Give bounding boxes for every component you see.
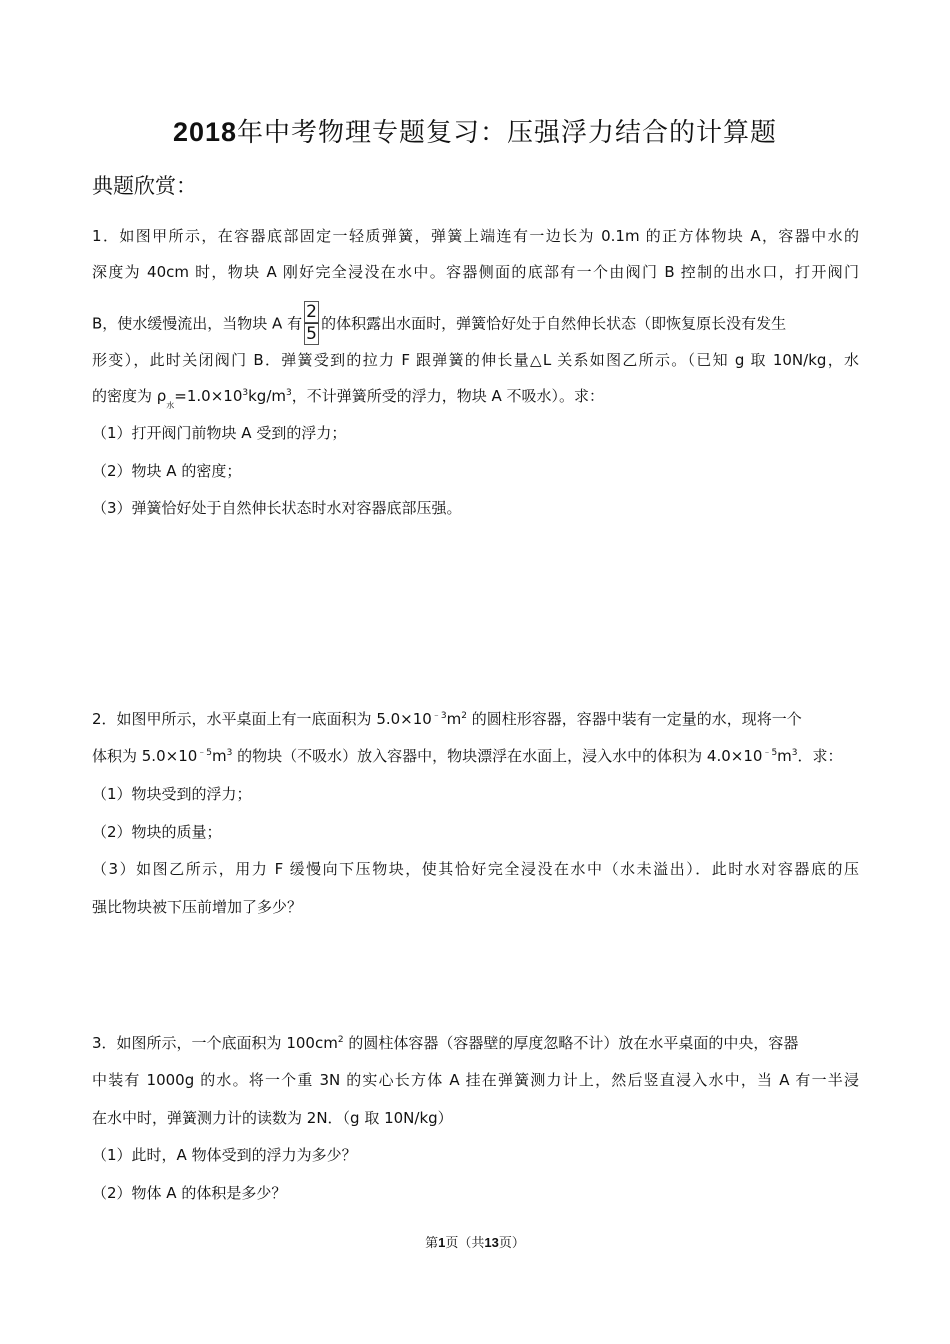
- q3-line-3: 在水中时，弹簧测力计的读数为 2N．（g 取 10N/kg）: [92, 1109, 453, 1127]
- q1-line-4: 形变），此时关闭阀门 B．弹簧受到的拉力 F 跟弹簧的伸长量△L 关系如图乙所示。（已知 g 取 10N/kg，水: [92, 351, 859, 369]
- q1-line-2: 深度为 40cm 时，物块 A 刚好完全浸没在水中。容器侧面的底部有一个由阀门 B 控制的出水口，打开阀门: [92, 263, 859, 281]
- q1-subquestion-3: （3）弹簧恰好处于自然伸长状态时水对容器底部压强。: [92, 499, 462, 517]
- q2-line-2-d: m: [777, 747, 792, 765]
- exponent: 2: [461, 711, 467, 721]
- q1-line-5: [92, 386, 604, 409]
- page-footer: [0, 1232, 950, 1251]
- q1-line-1: 1．如图甲所示，在容器底部固定一轻质弹簧，弹簧上端连有一边长为 0.1m 的正方体物块 A，容器中水的: [92, 227, 859, 245]
- fraction-denominator: 5: [304, 323, 319, 345]
- document-title: [0, 112, 950, 149]
- q1-line-5-b: =1.0×10: [174, 387, 243, 405]
- q3-subquestion-1: （1）此时，A 物体受到的浮力为多少？: [92, 1146, 357, 1164]
- exponent: 2: [337, 1035, 344, 1045]
- q1-subquestion-1: （1）打开阀门前物块 A 受到的浮力；: [92, 424, 347, 442]
- title-text: 年中考物理专题复习：压强浮力结合的计算题: [237, 118, 778, 148]
- q2-subquestion-3: （3）如图乙所示，用力 F 缓慢向下压物块，使其恰好完全浸没在水中（水未溢出）．此时水对容器底的压: [92, 860, 859, 878]
- q1-line-5-c: kg/m: [248, 387, 286, 405]
- q2-subquestion-1: （1）物块受到的浮力；: [92, 785, 252, 803]
- q2-line-1-b: m: [446, 710, 462, 728]
- q3-line-1-b: 的圆柱体容器（容器壁的厚度忽略不计）放在水平桌面的中央，容器: [343, 1034, 799, 1052]
- q2-line-2-a: 体积为 5.0×10: [92, 747, 198, 765]
- q2-line-2-c: 的物块（不吸水）放入容器中，物块漂浮在水面上，浸入水中的体积为 4.0×10: [232, 747, 763, 765]
- exponent: 3: [791, 748, 798, 758]
- q3-line-1-a: 3．如图所示，一个底面积为 100cm: [92, 1034, 338, 1052]
- exponent: ﹣3: [431, 711, 447, 721]
- footer-suffix: 页）: [498, 1236, 525, 1251]
- q2-line-2: [92, 746, 843, 769]
- exponent: 3: [242, 388, 249, 398]
- fraction-numerator: 2: [304, 301, 319, 323]
- title-year: 2018: [172, 117, 238, 147]
- q3-line-1: [92, 1033, 798, 1056]
- section-heading: 典题欣赏：: [92, 174, 197, 198]
- exponent: 3: [286, 388, 292, 398]
- q2-subquestion-3-cont: 强比物块被下压前增加了多少？: [92, 898, 303, 916]
- q2-line-1-a: 2．如图甲所示，水平桌面上有一底面积为 5.0×10: [92, 710, 432, 728]
- q1-line-3-start: B，使水缓慢流出，当物块 A 有: [92, 314, 303, 333]
- exponent: 3: [226, 748, 233, 758]
- fraction-two-fifths: [304, 301, 319, 345]
- q1-subquestion-2: （2）物块 A 的密度；: [92, 462, 242, 480]
- rho-water-subscript: 水: [166, 401, 175, 410]
- exponent: ﹣5: [197, 748, 213, 758]
- q2-line-2-e: ．求：: [797, 747, 843, 765]
- footer-prefix: 第: [425, 1236, 439, 1251]
- q2-line-1: [92, 709, 802, 732]
- footer-middle: 页（共: [445, 1236, 485, 1251]
- exponent: ﹣5: [762, 748, 778, 758]
- page-total: 13: [484, 1235, 499, 1250]
- page-number: 1: [438, 1235, 446, 1250]
- q1-line-3-end: 的体积露出水面时，弹簧恰好处于自然伸长状态（即恢复原长没有发生: [321, 314, 787, 333]
- q3-line-2: 中装有 1000g 的水。将一个重 3N 的实心长方体 A 挂在弹簧测力计上，然后竖直浸入水中，当 A 有一半浸: [92, 1071, 859, 1089]
- q2-subquestion-2: （2）物块的质量；: [92, 823, 222, 841]
- q1-line-3: [92, 302, 786, 346]
- q2-line-2-b: m: [212, 747, 227, 765]
- q2-line-1-c: 的圆柱形容器，容器中装有一定量的水，现将一个: [466, 710, 802, 728]
- q1-line-5-a: 的密度为 ρ: [92, 387, 167, 405]
- q3-subquestion-2: （2）物体 A 的体积是多少？: [92, 1184, 287, 1202]
- q1-line-5-d: ，不计弹簧所受的浮力，物块 A 不吸水）。求：: [291, 387, 605, 405]
